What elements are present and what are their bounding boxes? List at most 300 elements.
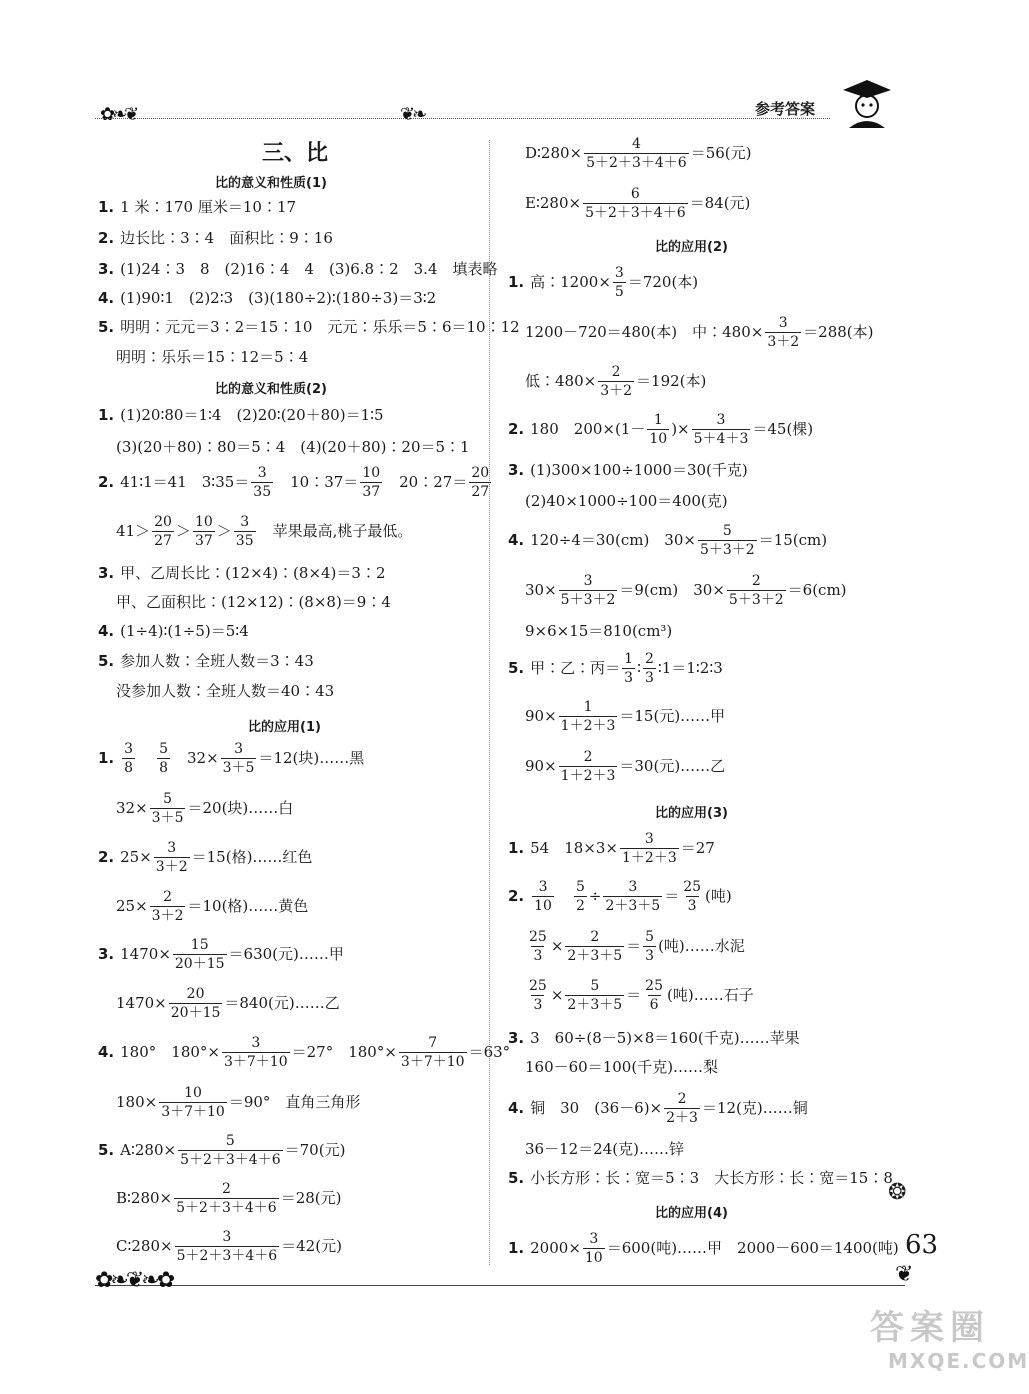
answer-text: ＝ [664,887,680,905]
fraction [174,1182,279,1215]
denominator: 35 [253,484,272,500]
answer-text: (吨) [705,887,732,905]
question-number: 1. [508,1239,525,1257]
numerator: 20 [186,986,205,1002]
answer-line [525,750,725,783]
header-vine-ornament-mid: ❦❧ [400,104,425,125]
column-divider [489,140,490,1265]
answer-line [116,515,412,548]
fraction [175,1230,280,1263]
answer-text: 1470× [120,945,171,963]
denominator: 10 [584,1250,603,1266]
answer-line [98,624,249,639]
fraction [150,792,186,825]
denominator: 2＋3＋5 [567,997,623,1013]
question-number: 4. [508,1099,525,1117]
numerator: 4 [631,136,641,152]
answer-text: (吨)……水泥 [658,937,745,955]
fraction [765,316,801,349]
answer-text: ＝28(元) [280,1189,342,1207]
question-number: 5. [98,1141,115,1159]
denominator: 2 [575,898,585,914]
numerator: 2 [611,364,621,380]
answer-text: 120÷4＝30(cm) 30× [530,531,696,549]
denominator: 3＋2 [155,859,188,875]
answer-text: ＝288(本) [803,323,874,341]
answer-text: ＝90° 直角三角形 [228,1093,361,1111]
watermark-logo-text: 答案圈 [870,1308,990,1348]
denominator: 5＋2＋3＋4＋6 [586,155,687,171]
footer-vine-ornament: ✿❧❦❧✿ [95,1268,173,1293]
answer-text: D∶280× [525,144,583,162]
answer-line [116,1086,360,1119]
denominator: 5＋2＋3＋4＋6 [176,1200,277,1216]
answer-line [116,595,391,610]
fraction [622,652,635,685]
numerator: 1 [583,699,593,715]
answer-text: 25× [120,848,152,866]
answer-text: ＝15(cm) [758,531,828,549]
denominator: 27 [154,533,172,549]
fraction [157,742,170,775]
answer-line [98,408,384,423]
denominator: 3 [687,898,697,914]
denominator: 5 [614,284,624,300]
question-number: 1. [98,406,115,424]
numerator: 3 [251,1035,261,1051]
question-number: 4. [98,289,115,307]
numerator: 2 [644,651,654,667]
denominator: 37 [362,484,381,500]
numerator: 5 [225,1133,235,1149]
answer-text: ＝20(块)……白 [187,799,294,817]
answer-line [508,266,698,299]
answer-text: ＝70(元) [284,1141,346,1159]
denominator: 1＋2＋3 [560,718,616,734]
fraction [150,890,186,923]
numerator: 3 [716,412,726,428]
corner-swirl-icon: ❂ [888,1180,907,1205]
denominator: 3＋2 [767,334,800,350]
question-number: 5. [98,318,115,336]
numerator: 25 [683,879,702,895]
answer-text: 25× [116,897,148,915]
answer-line [98,566,386,581]
answer-text: 苹果最高,桃子最低。 [257,522,413,540]
fraction [152,515,174,548]
answer-text: ＝63° [468,1043,511,1061]
numerator: 5 [590,978,600,994]
numerator: 2 [221,1181,231,1197]
numerator: 25 [529,978,547,994]
footer-leaf-ornament: ❦ [895,1262,911,1287]
numerator: 3 [124,741,134,757]
answer-text: 甲、乙面积比∶(12×12)∶(8×8)＝9∶4 [116,593,391,611]
question-number: 3. [98,945,115,963]
section-heading: 比的应用(2) [655,240,728,255]
answer-line [508,463,748,478]
answer-text: 1 米∶170 厘米＝10∶17 [120,198,297,216]
answer-text: ＝56(元) [690,144,752,162]
answer-text: (2)40×1000÷100＝400(克) [525,492,728,510]
numerator: 5 [159,741,168,757]
answer-line [525,187,750,220]
denominator: 3＋5 [151,810,184,826]
question-number: 2. [98,229,115,247]
denominator: 6 [649,997,659,1013]
answer-text: 180° 180°× [120,1043,220,1061]
answer-line [98,1036,510,1069]
fraction [727,574,786,607]
answer-text: ＝6(cm) [787,581,847,599]
answer-line [116,987,340,1020]
answer-line [525,137,751,170]
answer-text: 1200－720＝480(本) 中∶480× [525,323,764,341]
page-number: 63 [905,1230,939,1260]
fraction [603,880,662,913]
numerator: 3 [257,465,267,481]
numerator: 10 [184,1085,202,1101]
numerator: 2 [590,929,600,945]
denominator: 3 [645,948,655,964]
fraction [583,187,688,220]
answer-line [525,316,874,349]
answer-line [525,624,672,639]
cartoon-student-icon [835,78,895,130]
denominator: 5＋4＋3 [693,431,749,447]
question-number: 3. [98,260,115,278]
fraction [532,880,554,913]
answer-text: E∶280× [525,194,582,212]
answer-text: 32× [171,749,219,767]
numerator: 3 [628,879,638,895]
denominator: 3 [533,997,543,1013]
denominator: 3 [624,670,634,686]
answer-text: (1)90∶1 (2)2∶3 (3)(180÷2)∶(180÷3)＝3∶2 [120,289,437,307]
answer-text: 3 60÷(8－5)×8＝160(千克)……苹果 [530,1029,800,1047]
numerator: 3 [583,573,593,589]
question-number: 3. [508,461,525,479]
answer-text: × [550,937,564,955]
fraction [565,930,624,963]
answer-text: 180 200×(1－ [530,420,646,438]
numerator: 15 [190,937,209,953]
fraction [527,979,549,1012]
numerator: 10 [362,465,381,481]
question-number: 3. [508,1029,525,1047]
question-number: 5. [508,1169,525,1187]
answer-text: 高∶1200× [530,273,611,291]
fraction [221,742,257,775]
denominator: 3＋7＋10 [223,1054,288,1070]
fraction [643,652,656,685]
answer-text: ＝42(元) [281,1237,342,1255]
fraction [193,515,215,548]
answer-text: ∶1＝1∶2∶3 [657,659,723,677]
answer-line [508,1092,808,1125]
numerator: 5 [575,879,585,895]
numerator: 25 [529,929,547,945]
denominator: 27 [471,484,490,500]
answer-text: 边长比∶3∶4 面积比∶9∶16 [120,229,333,247]
answer-text: ＝12(块)……黑 [258,749,365,767]
answer-text: ＝27 [680,839,715,857]
denominator: 3＋2 [151,908,184,924]
answer-text: ＝630(元)……甲 [228,945,344,963]
answer-text: ＝27° 180°× [291,1043,397,1061]
answer-line [525,1060,718,1075]
question-number: 2. [98,473,115,491]
answer-text: 30× [525,581,557,599]
header-divider [95,118,830,119]
answer-text: 41＞ [116,522,151,540]
question-number: 1. [98,198,115,216]
answer-line [508,832,715,865]
denominator: 3 [533,948,543,964]
answer-text: (1)300×100÷1000＝30(千克) [530,461,748,479]
answer-line [525,494,728,509]
question-number: 4. [98,1043,115,1061]
answer-line [525,1142,684,1157]
numerator: 3 [234,741,244,757]
answer-text: 160－60＝100(千克)……梨 [525,1058,719,1076]
numerator: 10 [194,514,213,530]
fraction [559,750,618,783]
fraction [527,930,549,963]
fraction [222,1036,290,1069]
answer-text: (1÷4)∶(1÷5)＝5∶4 [120,622,249,640]
fraction [698,524,757,557]
watermark-url: MXQE.COM [888,1349,1029,1373]
numerator: 6 [630,186,640,202]
fraction [584,137,689,170]
answer-text: 10∶37＝ [275,473,359,491]
answer-text: ＝84(元) [689,194,751,212]
answer-line [98,1134,345,1167]
denominator: 37 [194,533,213,549]
numerator: 3 [538,879,548,895]
header-vine-ornament-left: ✿❧❦ [100,104,137,125]
answer-text: ＝ [626,986,642,1004]
answer-line [525,700,725,733]
answer-line [116,792,293,825]
fraction [178,1134,283,1167]
answer-text: ＝720(本) [627,273,699,291]
denominator: 1＋2＋3 [560,768,616,784]
question-number: 1. [508,273,525,291]
question-number: 5. [98,652,115,670]
fraction [643,930,656,963]
fraction [643,979,665,1012]
denominator: 5＋2＋3＋4＋6 [585,205,686,221]
answer-line [98,938,344,971]
numerator: 3 [240,514,250,530]
denominator: 20＋15 [174,956,225,972]
answer-text: 90× [525,757,557,775]
numerator: 2 [677,1091,687,1107]
answer-text: ＝9(cm) 30× [619,581,725,599]
fraction [399,1036,467,1069]
answer-text: 明明∶元元＝3∶2＝15∶10 元元∶乐乐＝5∶6＝10∶12 [120,318,520,336]
numerator: 3 [778,315,788,331]
answer-text: ＝15(元)……甲 [619,707,726,725]
fraction [251,466,273,499]
question-number: 3. [98,564,115,582]
numerator: 20 [154,514,172,530]
numerator: 2 [751,573,761,589]
watermark [870,1300,1029,1373]
answer-text: ＝600(吨)……甲 2000－600＝1400(吨) [606,1239,899,1257]
denominator: 3＋7＋10 [161,1104,225,1120]
answer-line [116,350,308,365]
denominator: 5＋2＋3＋4＋6 [180,1152,281,1168]
question-number: 1. [508,839,525,857]
denominator: 3 [644,670,654,686]
denominator: 1＋2＋3 [622,850,677,866]
question-number: 2. [508,887,525,905]
answer-text: 没参加人数∶全班人数＝40∶43 [116,682,335,700]
fraction [559,574,618,607]
answer-line [508,413,813,446]
denominator: 10 [534,898,552,914]
answer-text: 1470× [116,994,167,1012]
numerator: 3 [614,265,624,281]
answer-text: 铜 30 (36－6)× [530,1099,663,1117]
section-heading: 比的应用(3) [655,806,728,821]
denominator: 3＋7＋10 [400,1054,465,1070]
answer-line [116,1230,342,1263]
fraction [159,1086,227,1119]
answer-line [98,841,312,874]
answer-line [525,574,847,607]
numerator: 25 [645,978,663,994]
answer-text: ＝192(本) [636,372,707,390]
numerator: 1 [624,651,634,667]
answer-text: ＝45(棵) [752,420,814,438]
answer-line [525,930,745,963]
numerator: 5 [163,791,173,807]
answer-text: )× [671,420,690,438]
footer-divider [95,1285,905,1286]
answer-line [508,1031,800,1046]
section-heading: 比的意义和性质(2) [215,382,327,397]
answer-text: ＞ [216,522,232,540]
answer-text: ＝840(元)……乙 [224,994,340,1012]
answer-text: (吨)……石子 [666,986,754,1004]
answer-text: 2000× [530,1239,581,1257]
answer-line [508,524,827,557]
answer-line [98,262,498,277]
numerator: 3 [589,1231,599,1247]
answer-line [98,291,436,306]
answer-text: ＝12(克)……铜 [701,1099,808,1117]
answer-line [525,365,706,398]
answer-line [98,654,314,669]
denominator: 20＋15 [170,1005,221,1021]
answer-text: 低∶480× [525,372,597,390]
fraction [574,880,587,913]
denominator: 5＋2＋3＋4＋6 [176,1248,278,1264]
answer-line [508,1232,899,1265]
section-heading: 比的应用(1) [248,720,321,735]
answer-text: 明明∶乐乐＝15∶12＝5∶4 [116,348,309,366]
answer-line [116,890,308,923]
answer-text: (1)24∶3 8 (2)16∶4 4 (3)6.8∶2 3.4 填表略 [120,260,498,278]
numerator: 3 [222,1229,232,1245]
answer-text: ＝30(元)……乙 [619,757,726,775]
answer-line [98,231,333,246]
denominator: 5＋3＋2 [560,592,616,608]
answer-text: 32× [116,799,148,817]
answer-text: ＝ [626,937,642,955]
answer-text: B∶280× [116,1189,173,1207]
answer-line [98,742,364,775]
page-title: 三、比 [262,141,329,166]
answer-text: 9×6×15＝810(cm³) [525,622,673,640]
answer-line [116,440,470,455]
answer-text: 参加人数∶全班人数＝3∶43 [120,652,314,670]
question-number: 5. [508,659,525,677]
numerator: 2 [583,749,593,765]
fraction [122,742,135,775]
fraction [469,466,491,499]
question-number: 2. [98,848,115,866]
fraction [681,880,703,913]
answer-text: A∶280× [120,1141,177,1159]
answer-text: 180× [116,1093,158,1111]
denominator: 3＋5 [222,760,255,776]
answer-text: 41∶1＝41 3∶35＝ [120,473,250,491]
answer-line [98,320,520,335]
answer-line [508,1171,893,1186]
fraction [559,700,618,733]
denominator: 3＋2 [600,383,633,399]
question-number: 1. [98,749,115,767]
answer-line [98,200,296,215]
denominator: 2＋3 [666,1110,698,1126]
denominator: 35 [235,533,254,549]
numerator: 20 [471,465,490,481]
question-number: 2. [508,420,525,438]
answer-text: ＝10(格)……黄色 [187,897,309,915]
answer-line [508,880,732,913]
numerator: 2 [163,889,173,905]
answer-line [508,652,723,685]
answer-text: ＞ [175,522,191,540]
answer-line [525,979,754,1012]
answer-text: (1)20∶80＝1∶4 (2)20∶(20＋80)＝1∶5 [120,406,384,424]
denominator: 5＋3＋2 [699,542,755,558]
answer-text: 甲、乙周长比∶(12×4)∶(8×4)＝3∶2 [120,564,386,582]
answer-text: ÷ [588,887,602,905]
fraction [173,938,227,971]
header-label: 参考答案 [755,100,816,118]
fraction [154,841,190,874]
numerator: 7 [428,1035,438,1051]
answer-line [98,466,493,499]
fraction [647,413,669,446]
numerator: 5 [645,929,655,945]
answer-text: ＝15(格)……红色 [191,848,313,866]
answer-text: × [550,986,564,1004]
answer-text: 54 18×3× [530,839,618,857]
answer-line [116,684,334,699]
numerator: 5 [722,523,732,539]
numerator: 3 [167,840,177,856]
numerator: 3 [644,831,654,847]
section-heading: 比的应用(4) [655,1206,728,1221]
fraction [598,365,634,398]
